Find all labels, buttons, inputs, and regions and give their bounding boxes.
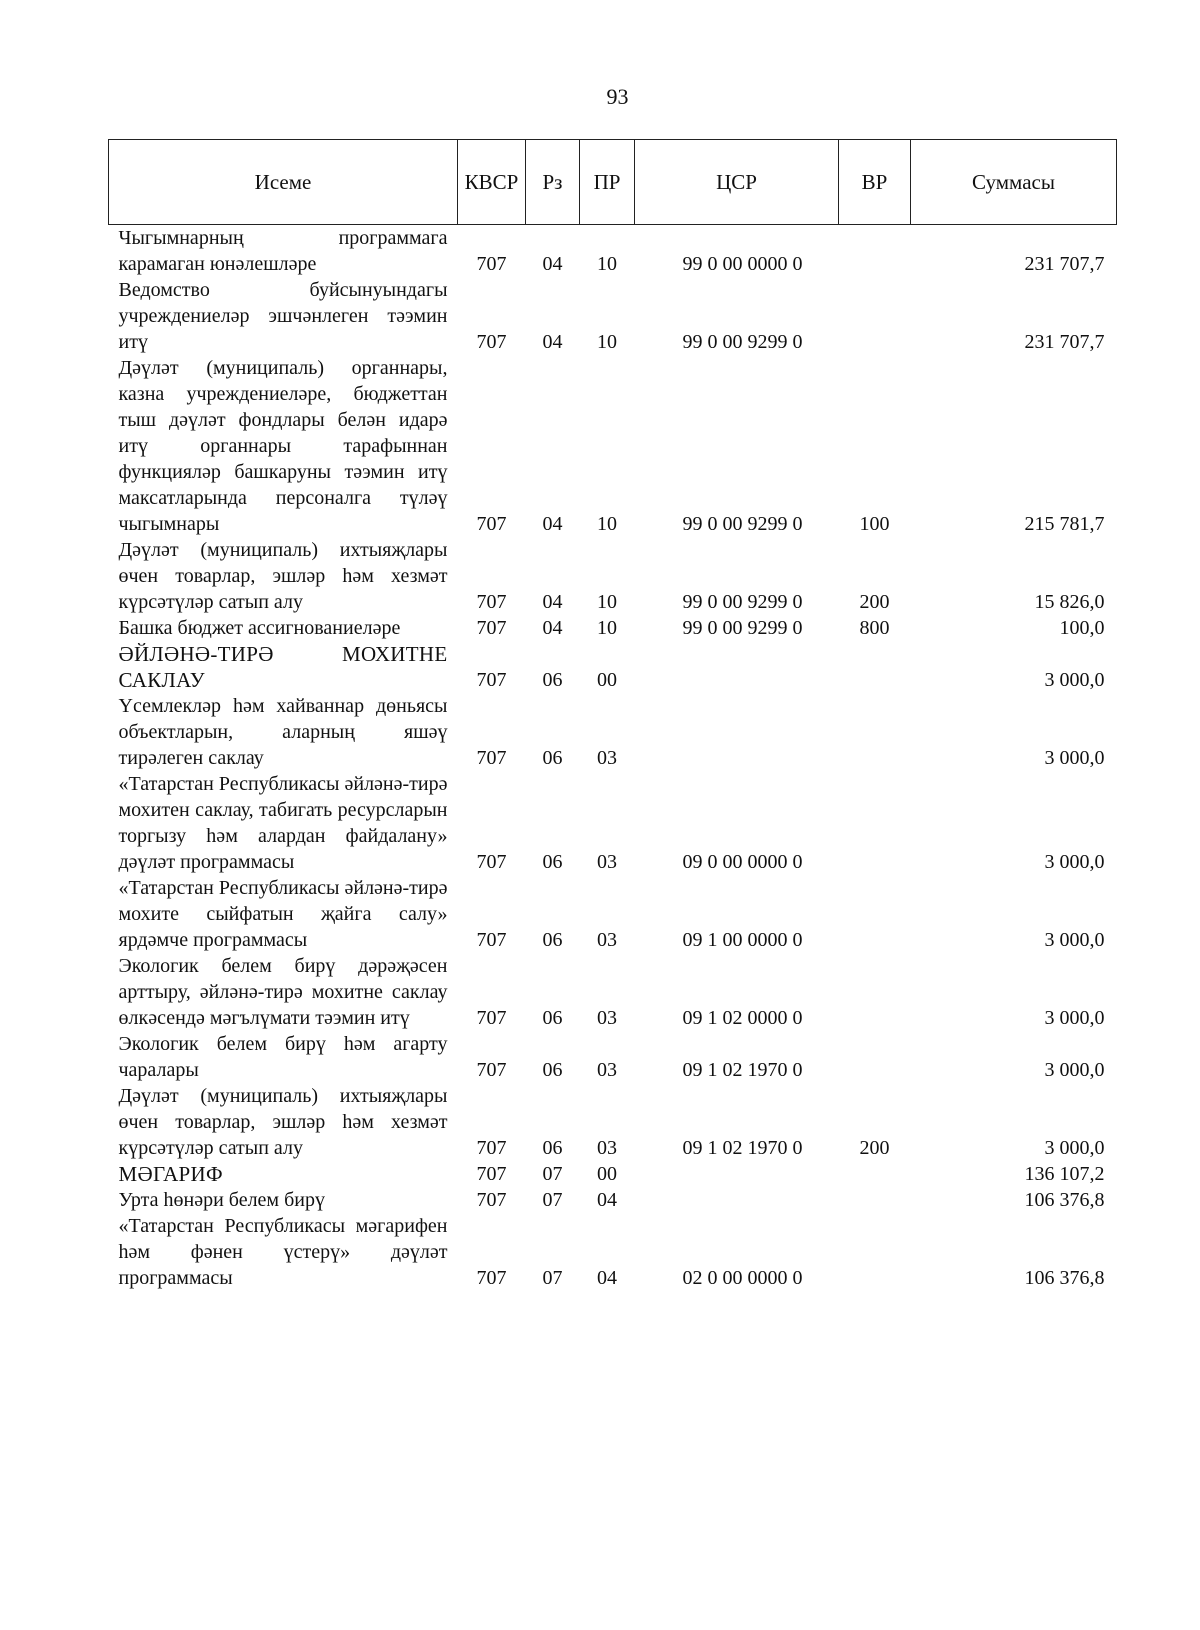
table-row bbox=[109, 1031, 1117, 1083]
row-sum: 231 707,7 bbox=[1024, 253, 1105, 275]
header-csr: ЦСР bbox=[635, 140, 839, 225]
row-kvsr: 707 bbox=[476, 513, 507, 535]
table-row bbox=[109, 615, 1117, 641]
row-sum: 231 707,7 bbox=[1024, 331, 1105, 353]
row-kvsr: 707 bbox=[476, 617, 507, 639]
header-vr: ВР bbox=[839, 140, 911, 225]
row-pr: 10 bbox=[597, 253, 617, 275]
row-pr: 10 bbox=[597, 513, 617, 535]
table-row bbox=[109, 693, 1117, 771]
table-row bbox=[109, 1213, 1117, 1291]
row-kvsr: 707 bbox=[476, 1189, 507, 1211]
row-csr: 09 1 02 1970 0 bbox=[682, 1137, 803, 1159]
row-csr bbox=[635, 641, 839, 693]
row-kvsr: 707 bbox=[476, 747, 507, 769]
row-vr bbox=[839, 1187, 911, 1213]
row-csr bbox=[635, 1161, 839, 1187]
row-name: Дәүләт (муниципаль) органнары, казна учреждениеләре, бюджеттан тыш дәүләт фондлары белән идарә итү органнары тарафыннан функцияләр башкаруны тәэмин итү максатларында персоналга түләү чыгымнары bbox=[118, 357, 448, 535]
table-header bbox=[109, 140, 1117, 225]
row-pr: 04 bbox=[597, 1267, 617, 1289]
row-name: Урта һөнәри белем бирү bbox=[118, 1189, 325, 1211]
row-csr bbox=[635, 693, 839, 771]
header-rz: Рз bbox=[526, 140, 580, 225]
row-sum: 3 000,0 bbox=[1044, 669, 1105, 691]
row-csr: 02 0 00 0000 0 bbox=[682, 1267, 803, 1289]
header-name: Исеме bbox=[109, 140, 458, 225]
row-kvsr: 707 bbox=[476, 929, 507, 951]
row-csr: 99 0 00 0000 0 bbox=[682, 253, 803, 275]
row-vr bbox=[839, 1031, 911, 1083]
row-kvsr: 707 bbox=[476, 591, 507, 613]
row-vr bbox=[839, 771, 911, 875]
row-vr: 800 bbox=[859, 617, 890, 639]
header-pr: ПР bbox=[580, 140, 635, 225]
row-pr: 03 bbox=[597, 1059, 617, 1081]
row-sum: 100,0 bbox=[1059, 617, 1105, 639]
row-rz: 04 bbox=[542, 513, 563, 535]
row-csr: 99 0 00 9299 0 bbox=[682, 617, 803, 639]
row-vr bbox=[839, 1161, 911, 1187]
row-rz: 06 bbox=[542, 929, 563, 951]
row-name: «Татарстан Республикасы әйләнә-тирә мохите сыйфатын җайга салу» ярдәмче программасы bbox=[118, 877, 448, 951]
row-sum: 215 781,7 bbox=[1024, 513, 1105, 535]
row-kvsr: 707 bbox=[476, 851, 507, 873]
row-csr: 99 0 00 9299 0 bbox=[682, 331, 803, 353]
header-sum: Суммасы bbox=[911, 140, 1117, 225]
row-kvsr: 707 bbox=[476, 1059, 507, 1081]
row-name: ӘЙЛӘНӘ-ТИРӘ МОХИТНЕ САКЛАУ bbox=[118, 642, 448, 692]
row-pr: 03 bbox=[597, 747, 617, 769]
table-row bbox=[109, 1187, 1117, 1213]
row-sum: 3 000,0 bbox=[1044, 747, 1105, 769]
row-vr: 200 bbox=[859, 591, 890, 613]
row-kvsr: 707 bbox=[476, 1163, 507, 1185]
row-vr bbox=[839, 693, 911, 771]
row-kvsr: 707 bbox=[476, 331, 507, 353]
table-row bbox=[109, 641, 1117, 693]
row-rz: 07 bbox=[542, 1267, 563, 1289]
row-name: «Татарстан Республикасы әйләнә-тирә мохитен саклау, табигать ресурсларын торгызу һәм алардан файдалану» дәүләт программасы bbox=[118, 773, 448, 873]
row-sum: 3 000,0 bbox=[1044, 1007, 1105, 1029]
row-name: Үсемлекләр һәм хайваннар дөньясы объектларын, аларның яшәү тирәлеген саклау bbox=[118, 695, 448, 769]
table-row bbox=[109, 225, 1117, 278]
row-pr: 03 bbox=[597, 1137, 617, 1159]
row-vr: 200 bbox=[859, 1137, 890, 1159]
row-vr bbox=[839, 277, 911, 355]
table-body bbox=[109, 225, 1117, 1292]
row-kvsr: 707 bbox=[476, 1007, 507, 1029]
row-sum: 3 000,0 bbox=[1044, 1137, 1105, 1159]
row-name: Дәүләт (муниципаль) ихтыяҗлары өчен товарлар, эшләр һәм хезмәт күрсәтүләр сатып алу bbox=[118, 539, 448, 613]
row-csr: 99 0 00 9299 0 bbox=[682, 591, 803, 613]
row-name: Дәүләт (муниципаль) ихтыяҗлары өчен товарлар, эшләр һәм хезмәт күрсәтүләр сатып алу bbox=[118, 1085, 448, 1159]
budget-table bbox=[108, 139, 1117, 1291]
row-rz: 04 bbox=[542, 591, 563, 613]
row-csr: 09 1 02 0000 0 bbox=[682, 1007, 803, 1029]
row-vr bbox=[839, 1213, 911, 1291]
table-row bbox=[109, 1083, 1117, 1161]
row-kvsr: 707 bbox=[476, 1137, 507, 1159]
row-rz: 04 bbox=[542, 253, 563, 275]
row-name: Экологик белем бирү һәм агарту чаралары bbox=[118, 1033, 448, 1081]
row-name: Ведомство буйсынуындагы учреждениеләр эшчәнлеген тәэмин итү bbox=[118, 279, 448, 353]
row-rz: 06 bbox=[542, 1137, 563, 1159]
table-row bbox=[109, 1161, 1117, 1187]
row-vr bbox=[839, 875, 911, 953]
table-row bbox=[109, 277, 1117, 355]
row-sum: 136 107,2 bbox=[1024, 1163, 1105, 1185]
row-vr bbox=[839, 225, 911, 278]
table-row bbox=[109, 537, 1117, 615]
row-pr: 03 bbox=[597, 1007, 617, 1029]
table-row bbox=[109, 771, 1117, 875]
row-rz: 04 bbox=[542, 331, 563, 353]
row-sum: 15 826,0 bbox=[1034, 591, 1105, 613]
row-pr: 04 bbox=[597, 1189, 617, 1211]
header-kvsr: КВСР bbox=[458, 140, 526, 225]
row-pr: 10 bbox=[597, 331, 617, 353]
page-number: 93 bbox=[606, 84, 629, 109]
row-csr: 09 0 00 0000 0 bbox=[682, 851, 803, 873]
row-vr bbox=[839, 641, 911, 693]
row-rz: 06 bbox=[542, 851, 563, 873]
row-sum: 106 376,8 bbox=[1024, 1189, 1105, 1211]
row-rz: 06 bbox=[542, 1007, 563, 1029]
row-rz: 06 bbox=[542, 669, 563, 691]
row-vr: 100 bbox=[859, 513, 890, 535]
row-sum: 3 000,0 bbox=[1044, 851, 1105, 873]
row-sum: 3 000,0 bbox=[1044, 929, 1105, 951]
row-pr: 03 bbox=[597, 929, 617, 951]
row-rz: 04 bbox=[542, 617, 563, 639]
row-sum: 3 000,0 bbox=[1044, 1059, 1105, 1081]
row-csr bbox=[635, 1187, 839, 1213]
row-pr: 00 bbox=[597, 1163, 617, 1185]
row-name: «Татарстан Республикасы мәгарифен һәм фәнен үстерү» дәүләт программасы bbox=[118, 1215, 448, 1289]
row-name: МӘГАРИФ bbox=[118, 1162, 223, 1186]
row-csr: 09 1 02 1970 0 bbox=[682, 1059, 803, 1081]
row-name: Чыгымнарның программага карамаган юнәлешләре bbox=[118, 227, 448, 275]
row-rz: 07 bbox=[542, 1163, 563, 1185]
table-row bbox=[109, 953, 1117, 1031]
row-rz: 07 bbox=[542, 1189, 563, 1211]
row-name: Башка бюджет ассигнованиеләре bbox=[118, 617, 401, 639]
row-pr: 10 bbox=[597, 617, 617, 639]
table-row bbox=[109, 355, 1117, 537]
row-vr bbox=[839, 953, 911, 1031]
row-name: Экологик белем бирү дәрәҗәсен арттыру, әйләнә-тирә мохитне саклау өлкәсендә мәгълүмати тәэмин итү bbox=[118, 955, 448, 1029]
row-kvsr: 707 bbox=[476, 253, 507, 275]
table-row bbox=[109, 875, 1117, 953]
row-sum: 106 376,8 bbox=[1024, 1267, 1105, 1289]
row-kvsr: 707 bbox=[476, 1267, 507, 1289]
row-rz: 06 bbox=[542, 747, 563, 769]
row-csr: 09 1 00 0000 0 bbox=[682, 929, 803, 951]
row-csr: 99 0 00 9299 0 bbox=[682, 513, 803, 535]
row-pr: 03 bbox=[597, 851, 617, 873]
row-pr: 00 bbox=[597, 669, 617, 691]
row-pr: 10 bbox=[597, 591, 617, 613]
row-rz: 06 bbox=[542, 1059, 563, 1081]
row-kvsr: 707 bbox=[476, 669, 507, 691]
